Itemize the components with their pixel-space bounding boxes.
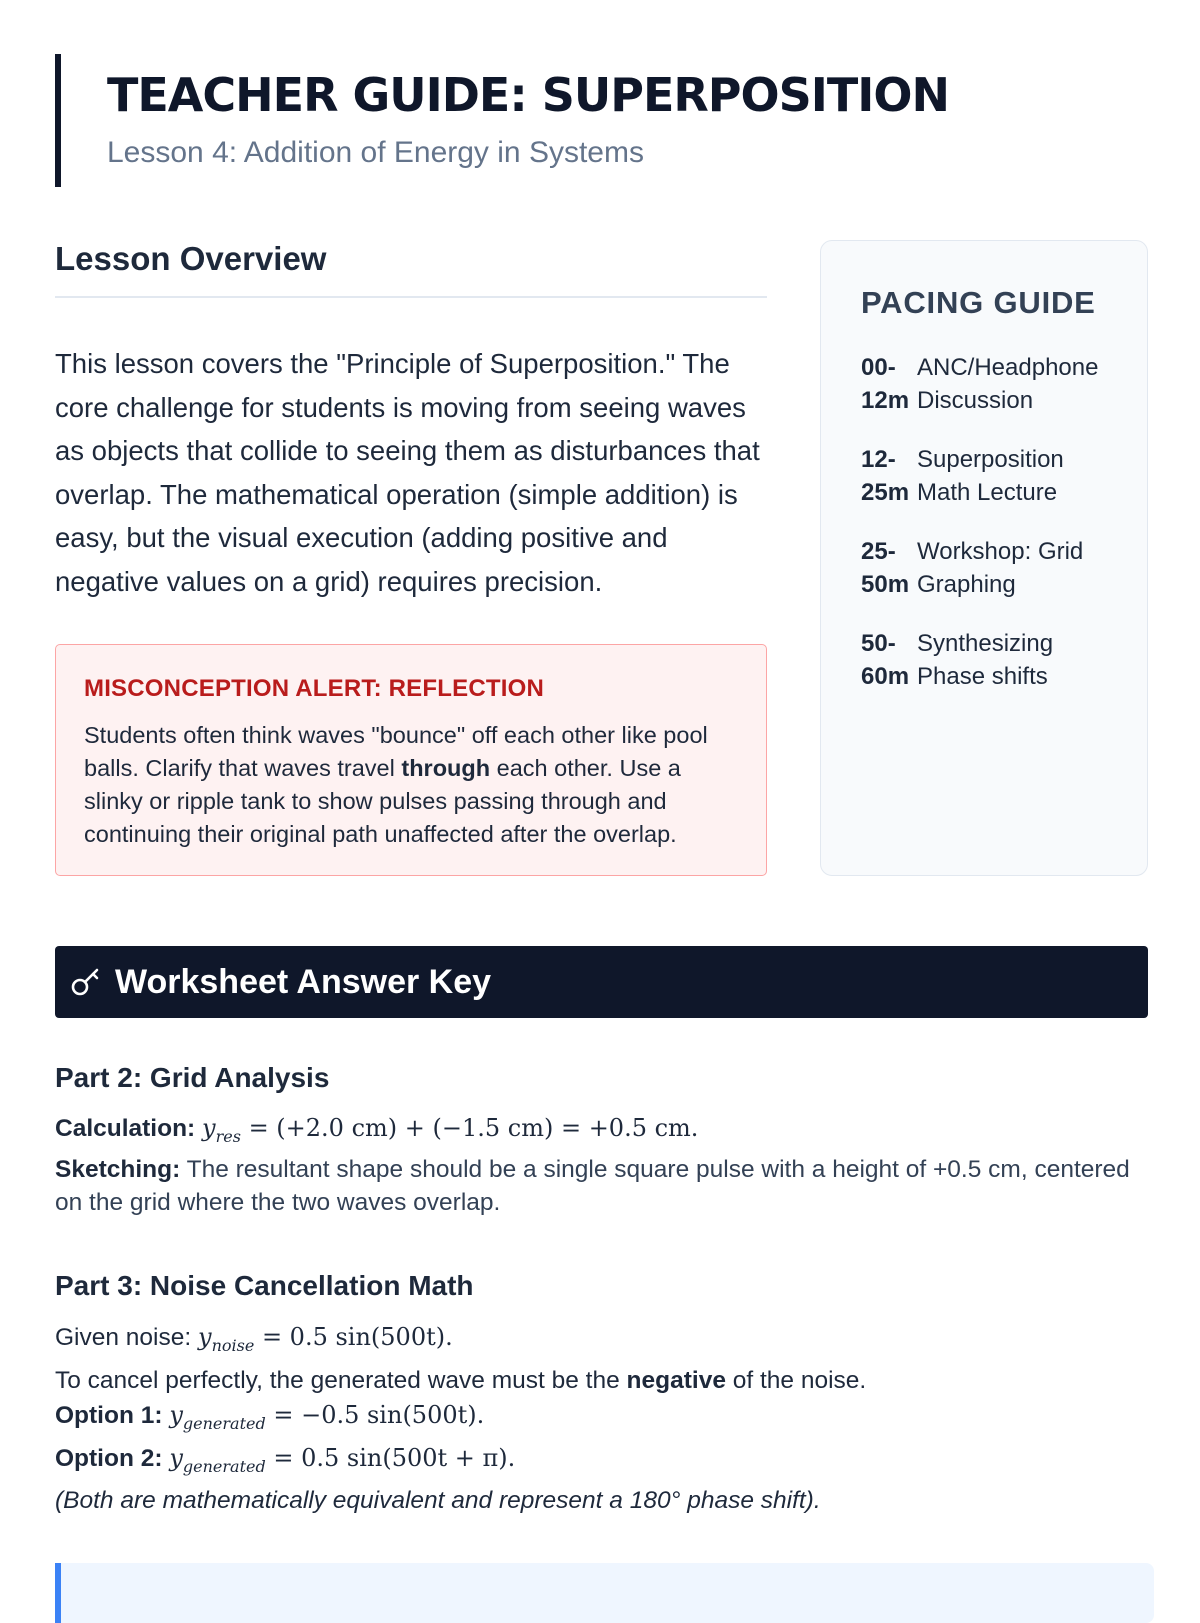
option-1-line — [55, 1398, 1148, 1441]
part-3-heading: Part 3: Noise Cancellation Math — [55, 1270, 474, 1301]
math-expression: = −0.5 sin(500t). — [273, 1400, 485, 1429]
page-subtitle: Lesson 4: Addition of Energy in Systems — [107, 136, 644, 169]
page-title: TEACHER GUIDE: SUPERPOSITION — [107, 68, 949, 122]
option-2-line — [55, 1441, 1148, 1484]
lesson-overview-heading: Lesson Overview — [55, 240, 767, 298]
key-icon — [69, 965, 103, 999]
pacing-item — [861, 535, 1107, 601]
math-expression: = 0.5 sin(500t). — [261, 1323, 453, 1351]
option-2-equation — [169, 1443, 516, 1476]
calculation-equation — [202, 1114, 699, 1146]
pacing-item — [861, 351, 1107, 417]
pacing-activity: Synthesizing Phase shifts — [917, 630, 1054, 690]
phase-shift-note: (Both are mathematically equivalent and represent a 180° phase shift). — [55, 1487, 821, 1515]
math-subscript: res — [215, 1126, 241, 1146]
given-noise-equation — [198, 1323, 453, 1355]
pacing-item — [861, 627, 1107, 693]
math-variable: y — [198, 1323, 212, 1351]
option-1-label: Option 1: — [55, 1401, 163, 1429]
option-2-label: Option 2: — [55, 1444, 163, 1472]
misconception-alert — [55, 644, 767, 876]
calculation-label: Calculation: — [55, 1115, 196, 1142]
pacing-activity: ANC/Headphone Discussion — [917, 354, 1099, 414]
pacing-time: 12-25m — [861, 446, 910, 506]
cancel-text: To cancel perfectly, the generated wave must be the — [55, 1366, 627, 1394]
given-noise-line — [55, 1320, 1148, 1363]
misconception-alert-title: MISCONCEPTION ALERT: REFLECTION — [84, 675, 544, 702]
answer-key-title: Worksheet Answer Key — [115, 962, 492, 1001]
sketching-text: The resultant shape should be a single square pulse with a height of +0.5 cm, centered on the grid where the two waves overlap. — [55, 1155, 1130, 1216]
part-3-noise-cancellation — [55, 1270, 1148, 1518]
answer-key-banner — [55, 946, 1148, 1018]
part-2-heading: Part 2: Grid Analysis — [55, 1062, 330, 1093]
cancel-line — [55, 1363, 1148, 1398]
lesson-overview-section — [55, 240, 767, 847]
calculation-line — [55, 1112, 1148, 1153]
pacing-item — [861, 443, 1107, 509]
alert-emphasis: through — [401, 755, 491, 781]
cancel-text: of the noise. — [725, 1366, 867, 1394]
option-1-equation — [169, 1400, 485, 1433]
math-subscript: generated — [182, 1456, 266, 1476]
math-variable: y — [202, 1114, 216, 1142]
info-callout — [55, 1563, 1154, 1623]
sketching-label: Sketching: — [55, 1155, 181, 1183]
pacing-guide-title: PACING GUIDE — [861, 285, 1096, 320]
math-expression: = (+2.0 cm) + (−1.5 cm) = +0.5 cm. — [248, 1114, 699, 1142]
pacing-guide — [820, 240, 1148, 876]
alert-text-part: each other. Use a slinky or ripple tank to show pulses passing through and continuing their original path unaffected after the overlap. — [84, 755, 681, 847]
part-2-grid-analysis — [55, 1062, 1148, 1219]
given-noise-label: Given noise: — [55, 1324, 198, 1351]
pacing-list — [861, 351, 1107, 693]
lesson-overview-text: This lesson covers the "Principle of Superposition." The core challenge for students is moving from seeing waves as objects that collide to seeing them as disturbances that overlap. The mathematical operation (simple addition) is easy, but the visual execution (adding positive and negative values on a grid) requires precision. — [55, 348, 760, 597]
pacing-activity: Workshop: Grid Graphing — [917, 538, 1084, 598]
cancel-emphasis: negative — [626, 1366, 726, 1394]
alert-text-part: Students often think waves "bounce" off each other like pool balls. Clarify that waves travel — [84, 722, 708, 781]
math-variable: y — [169, 1443, 183, 1472]
misconception-alert-text — [84, 719, 738, 851]
pacing-time: 00-12m — [861, 354, 910, 414]
math-subscript: generated — [182, 1413, 266, 1433]
pacing-time: 50-60m — [861, 630, 910, 690]
math-variable: y — [169, 1400, 183, 1429]
pacing-activity: Superposition Math Lecture — [917, 446, 1064, 506]
math-subscript: noise — [211, 1335, 255, 1355]
document-header — [55, 54, 1154, 187]
math-expression: = 0.5 sin(500t + π). — [273, 1443, 516, 1472]
pacing-time: 25-50m — [861, 538, 910, 598]
sketching-line — [55, 1153, 1148, 1219]
